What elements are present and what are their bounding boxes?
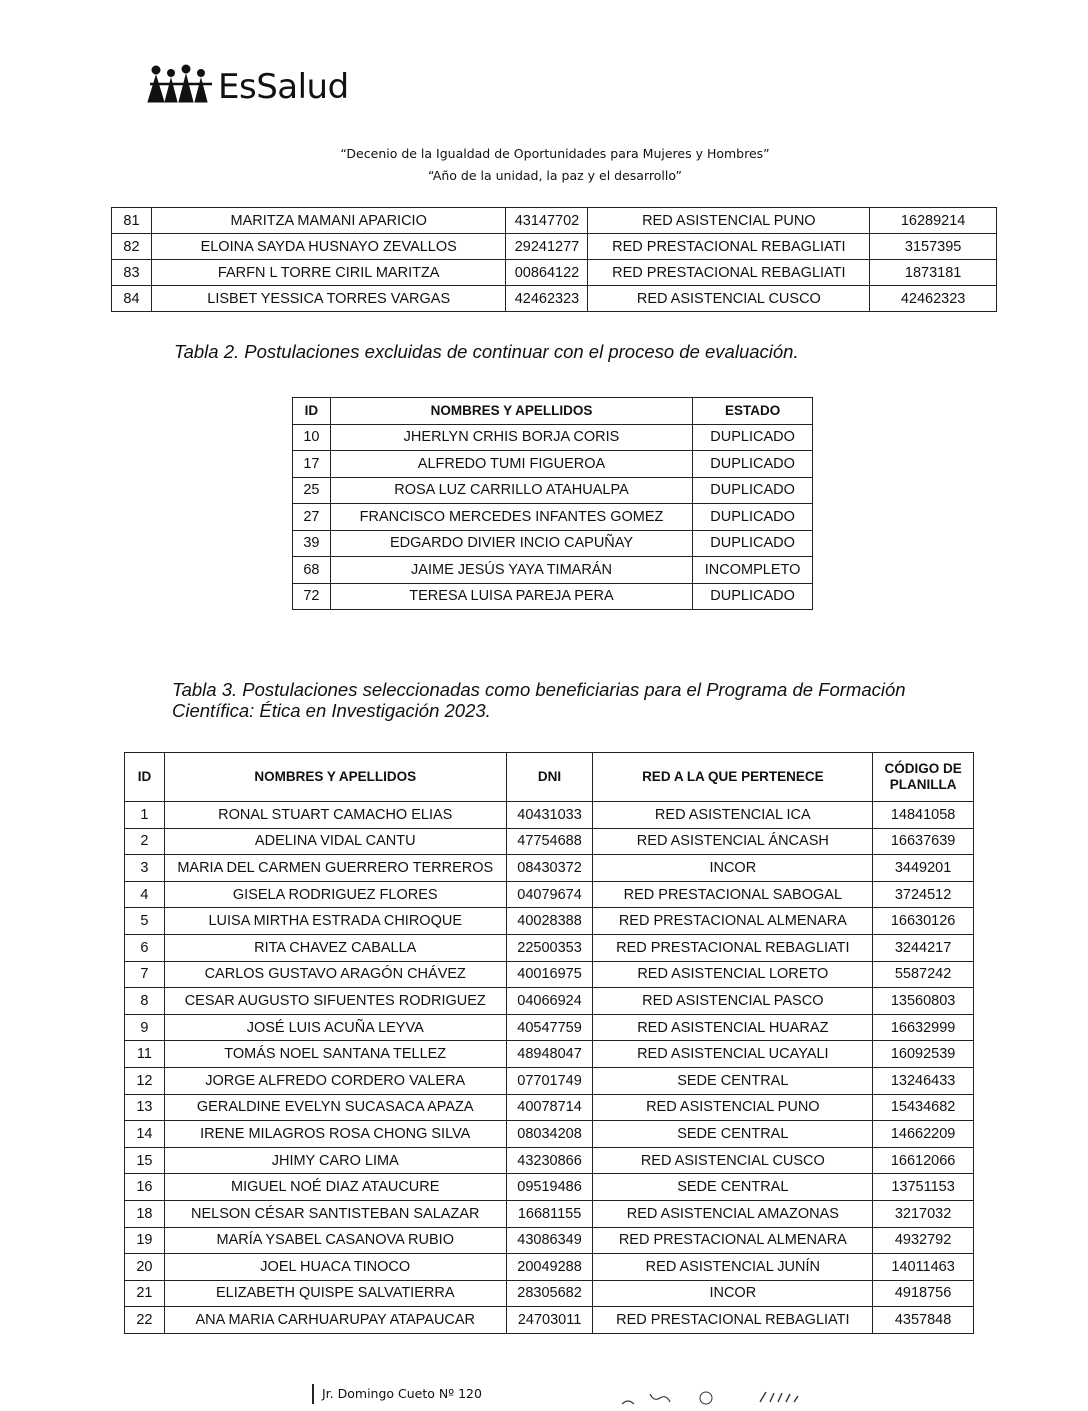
cell-name: CARLOS GUSTAVO ARAGÓN CHÁVEZ — [164, 961, 506, 988]
cell-id: 19 — [125, 1227, 165, 1254]
table-row — [293, 530, 813, 557]
cell-red: SEDE CENTRAL — [593, 1121, 873, 1148]
table-row — [125, 1227, 974, 1254]
cell-codigo: 16612066 — [873, 1147, 974, 1174]
table-row — [125, 828, 974, 855]
cell-id: 17 — [293, 451, 331, 478]
cell-codigo: 13560803 — [873, 988, 974, 1015]
cell-name: MARITZA MAMANI APARICIO — [151, 208, 506, 234]
cell-red: SEDE CENTRAL — [593, 1067, 873, 1094]
table-row — [125, 1147, 974, 1174]
table-row — [125, 881, 974, 908]
cell-red: RED ASISTENCIAL PASCO — [593, 988, 873, 1015]
cell-id: 84 — [112, 286, 152, 312]
cell-codigo: 4918756 — [873, 1280, 974, 1307]
cell-name: MIGUEL NOÉ DIAZ ATAUCURE — [164, 1174, 506, 1201]
cell-dni: 08430372 — [506, 855, 593, 882]
table-row — [125, 1067, 974, 1094]
cell-codigo: 4357848 — [873, 1307, 974, 1334]
cell-codigo: 3244217 — [873, 934, 974, 961]
cell-dni: 40016975 — [506, 961, 593, 988]
cell-red: RED ASISTENCIAL CUSCO — [588, 286, 870, 312]
cell-name: JOEL HUACA TINOCO — [164, 1254, 506, 1281]
cell-id: 22 — [125, 1307, 165, 1334]
cell-id: 82 — [112, 234, 152, 260]
cell-red: RED PRESTACIONAL REBAGLIATI — [593, 1307, 873, 1334]
table-row — [125, 1280, 974, 1307]
cell-id: 18 — [125, 1200, 165, 1227]
cell-id: 1 — [125, 802, 165, 829]
cell-codigo: 14011463 — [873, 1254, 974, 1281]
cell-dni: 16681155 — [506, 1200, 593, 1227]
table-row — [293, 583, 813, 610]
cell-red: RED ASISTENCIAL HUARAZ — [593, 1014, 873, 1041]
cell-name: TOMÁS NOEL SANTANA TELLEZ — [164, 1041, 506, 1068]
cell-codigo: 3157395 — [870, 234, 997, 260]
cell-name: ANA MARIA CARHUARUPAY ATAPAUCAR — [164, 1307, 506, 1334]
cell-dni: 43230866 — [506, 1147, 593, 1174]
table-row — [125, 961, 974, 988]
cell-codigo: 14841058 — [873, 802, 974, 829]
cell-dni: 00864122 — [506, 260, 588, 286]
cell-estado: DUPLICADO — [693, 504, 813, 531]
header-name: NOMBRES Y APELLIDOS — [330, 398, 692, 425]
cell-dni: 42462323 — [506, 286, 588, 312]
table-row — [125, 1254, 974, 1281]
table-header-row — [125, 753, 974, 802]
cell-id: 21 — [125, 1280, 165, 1307]
footer-address: Jr. Domingo Cueto Nº 120 — [322, 1386, 482, 1401]
cell-id: 2 — [125, 828, 165, 855]
cell-dni: 09519486 — [506, 1174, 593, 1201]
table-row — [125, 1307, 974, 1334]
family-icon — [146, 62, 216, 104]
cell-id: 5 — [125, 908, 165, 935]
motto-line-1: “Decenio de la Igualdad de Oportunidades para Mujeres y Hombres” — [340, 146, 770, 161]
cell-name: ADELINA VIDAL CANTU — [164, 828, 506, 855]
footer-divider — [312, 1384, 314, 1404]
cell-red: RED PRESTACIONAL REBAGLIATI — [588, 260, 870, 286]
cell-codigo: 4932792 — [873, 1227, 974, 1254]
cell-codigo: 15434682 — [873, 1094, 974, 1121]
table-row — [293, 451, 813, 478]
header-name: NOMBRES Y APELLIDOS — [164, 753, 506, 802]
cell-id: 6 — [125, 934, 165, 961]
cell-codigo: 1873181 — [870, 260, 997, 286]
cell-name: JORGE ALFREDO CORDERO VALERA — [164, 1067, 506, 1094]
cell-id: 11 — [125, 1041, 165, 1068]
cell-codigo: 13751153 — [873, 1174, 974, 1201]
table-row — [125, 855, 974, 882]
cell-codigo: 16632999 — [873, 1014, 974, 1041]
cell-dni: 43147702 — [506, 208, 588, 234]
cell-red: RED PRESTACIONAL REBAGLIATI — [593, 934, 873, 961]
cell-codigo: 16092539 — [873, 1041, 974, 1068]
cell-red: RED ASISTENCIAL PUNO — [588, 208, 870, 234]
table-row — [112, 234, 997, 260]
table-row — [125, 988, 974, 1015]
cell-id: 15 — [125, 1147, 165, 1174]
table-row — [293, 477, 813, 504]
table-row — [125, 1094, 974, 1121]
cell-dni: 07701749 — [506, 1067, 593, 1094]
table-row — [125, 1174, 974, 1201]
cell-red: RED ASISTENCIAL CUSCO — [593, 1147, 873, 1174]
table-row — [293, 504, 813, 531]
cell-id: 83 — [112, 260, 152, 286]
cell-red: RED ASISTENCIAL ÁNCASH — [593, 828, 873, 855]
table-row — [125, 908, 974, 935]
table-2-caption: Tabla 2. Postulaciones excluidas de continuar con el proceso de evaluación. — [174, 341, 799, 362]
table-row — [293, 557, 813, 584]
signature-scribble — [620, 1388, 820, 1408]
cell-estado: DUPLICADO — [693, 477, 813, 504]
cell-id: 10 — [293, 424, 331, 451]
cell-estado: DUPLICADO — [693, 583, 813, 610]
cell-id: 9 — [125, 1014, 165, 1041]
cell-name: JOSÉ LUIS ACUÑA LEYVA — [164, 1014, 506, 1041]
cell-name: FARFN L TORRE CIRIL MARITZA — [151, 260, 506, 286]
cell-red: RED PRESTACIONAL ALMENARA — [593, 908, 873, 935]
cell-red: SEDE CENTRAL — [593, 1174, 873, 1201]
cell-name: LISBET YESSICA TORRES VARGAS — [151, 286, 506, 312]
cell-estado: DUPLICADO — [693, 530, 813, 557]
cell-name: MARIA DEL CARMEN GUERRERO TERREROS — [164, 855, 506, 882]
cell-dni: 40028388 — [506, 908, 593, 935]
cell-name: FRANCISCO MERCEDES INFANTES GOMEZ — [330, 504, 692, 531]
cell-estado: DUPLICADO — [693, 424, 813, 451]
cell-id: 72 — [293, 583, 331, 610]
cell-dni: 43086349 — [506, 1227, 593, 1254]
cell-name: LUISA MIRTHA ESTRADA CHIROQUE — [164, 908, 506, 935]
motto-line-2: “Año de la unidad, la paz y el desarrollo” — [427, 168, 683, 183]
cell-codigo: 16289214 — [870, 208, 997, 234]
cell-id: 8 — [125, 988, 165, 1015]
cell-estado: INCOMPLETO — [693, 557, 813, 584]
header-estado: ESTADO — [693, 398, 813, 425]
table-row — [125, 1121, 974, 1148]
logo-text: EsSalud — [218, 67, 349, 107]
cell-codigo: 3724512 — [873, 881, 974, 908]
cell-dni: 04079674 — [506, 881, 593, 908]
header-dni: DNI — [506, 753, 593, 802]
cell-dni: 40547759 — [506, 1014, 593, 1041]
cell-red: RED ASISTENCIAL UCAYALI — [593, 1041, 873, 1068]
table-row — [125, 1041, 974, 1068]
cell-name: GISELA RODRIGUEZ FLORES — [164, 881, 506, 908]
cell-codigo: 16637639 — [873, 828, 974, 855]
cell-red: INCOR — [593, 1280, 873, 1307]
header-id: ID — [125, 753, 165, 802]
cell-id: 12 — [125, 1067, 165, 1094]
table-row — [125, 1200, 974, 1227]
cell-dni: 22500353 — [506, 934, 593, 961]
cell-name: ROSA LUZ CARRILLO ATAHUALPA — [330, 477, 692, 504]
cell-estado: DUPLICADO — [693, 451, 813, 478]
cell-id: 7 — [125, 961, 165, 988]
cell-name: ELOINA SAYDA HUSNAYO ZEVALLOS — [151, 234, 506, 260]
cell-red: RED ASISTENCIAL AMAZONAS — [593, 1200, 873, 1227]
cell-codigo: 13246433 — [873, 1067, 974, 1094]
cell-name: TERESA LUISA PAREJA PERA — [330, 583, 692, 610]
cell-codigo: 14662209 — [873, 1121, 974, 1148]
cell-codigo: 3449201 — [873, 855, 974, 882]
cell-id: 4 — [125, 881, 165, 908]
cell-dni: 40078714 — [506, 1094, 593, 1121]
cell-codigo: 42462323 — [870, 286, 997, 312]
cell-name: EDGARDO DIVIER INCIO CAPUÑAY — [330, 530, 692, 557]
cell-red: RED PRESTACIONAL ALMENARA — [593, 1227, 873, 1254]
table-row — [125, 934, 974, 961]
table-2-excluded — [292, 397, 813, 610]
cell-name: NELSON CÉSAR SANTISTEBAN SALAZAR — [164, 1200, 506, 1227]
table-row — [112, 260, 997, 286]
cell-dni: 04066924 — [506, 988, 593, 1015]
cell-name: JHIMY CARO LIMA — [164, 1147, 506, 1174]
header-codigo: CÓDIGO DE PLANILLA — [873, 753, 974, 802]
table-1-continuation — [111, 207, 997, 312]
cell-codigo: 3217032 — [873, 1200, 974, 1227]
cell-id: 20 — [125, 1254, 165, 1281]
cell-id: 14 — [125, 1121, 165, 1148]
cell-dni: 48948047 — [506, 1041, 593, 1068]
cell-dni: 20049288 — [506, 1254, 593, 1281]
table-row — [293, 424, 813, 451]
cell-codigo: 5587242 — [873, 961, 974, 988]
cell-name: GERALDINE EVELYN SUCASACA APAZA — [164, 1094, 506, 1121]
cell-name: JHERLYN CRHIS BORJA CORIS — [330, 424, 692, 451]
table-row — [125, 1014, 974, 1041]
cell-red: INCOR — [593, 855, 873, 882]
cell-name: IRENE MILAGROS ROSA CHONG SILVA — [164, 1121, 506, 1148]
cell-dni: 24703011 — [506, 1307, 593, 1334]
cell-name: CESAR AUGUSTO SIFUENTES RODRIGUEZ — [164, 988, 506, 1015]
cell-dni: 29241277 — [506, 234, 588, 260]
table-row — [112, 208, 997, 234]
cell-codigo: 16630126 — [873, 908, 974, 935]
cell-red: RED ASISTENCIAL ICA — [593, 802, 873, 829]
cell-id: 25 — [293, 477, 331, 504]
essalud-logo — [146, 62, 349, 107]
cell-name: ALFREDO TUMI FIGUEROA — [330, 451, 692, 478]
table-3-caption-line-1: Tabla 3. Postulaciones seleccionadas como beneficiarias para el Programa de Formación — [172, 679, 906, 700]
cell-name: RITA CHAVEZ CABALLA — [164, 934, 506, 961]
cell-name: ELIZABETH QUISPE SALVATIERRA — [164, 1280, 506, 1307]
cell-dni: 28305682 — [506, 1280, 593, 1307]
header-red: RED A LA QUE PERTENECE — [593, 753, 873, 802]
cell-dni: 47754688 — [506, 828, 593, 855]
cell-name: MARÍA YSABEL CASANOVA RUBIO — [164, 1227, 506, 1254]
cell-id: 27 — [293, 504, 331, 531]
table-3-caption-line-2: Científica: Ética en Investigación 2023. — [172, 700, 491, 721]
cell-id: 81 — [112, 208, 152, 234]
cell-id: 16 — [125, 1174, 165, 1201]
cell-red: RED ASISTENCIAL LORETO — [593, 961, 873, 988]
cell-id: 3 — [125, 855, 165, 882]
header-id: ID — [293, 398, 331, 425]
table-row — [112, 286, 997, 312]
table-row — [125, 802, 974, 829]
cell-dni: 40431033 — [506, 802, 593, 829]
table-3-selected — [124, 752, 974, 1334]
cell-id: 13 — [125, 1094, 165, 1121]
cell-red: RED ASISTENCIAL JUNÍN — [593, 1254, 873, 1281]
cell-id: 68 — [293, 557, 331, 584]
cell-name: JAIME JESÚS YAYA TIMARÁN — [330, 557, 692, 584]
cell-red: RED PRESTACIONAL SABOGAL — [593, 881, 873, 908]
table-header-row — [293, 398, 813, 425]
cell-id: 39 — [293, 530, 331, 557]
cell-dni: 08034208 — [506, 1121, 593, 1148]
cell-name: RONAL STUART CAMACHO ELIAS — [164, 802, 506, 829]
cell-red: RED PRESTACIONAL REBAGLIATI — [588, 234, 870, 260]
cell-red: RED ASISTENCIAL PUNO — [593, 1094, 873, 1121]
